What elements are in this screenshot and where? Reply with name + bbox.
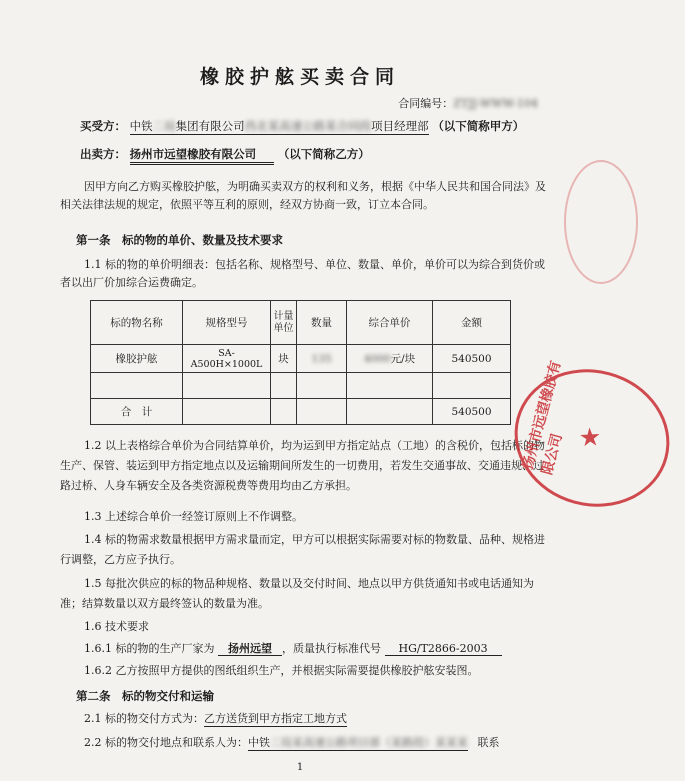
seller-name: 扬州市远望橡胶有限公司: [130, 147, 275, 165]
seal-partial-top: [564, 160, 638, 284]
cell-qty: 135: [297, 345, 347, 373]
seller-line: [80, 146, 370, 162]
buyer-line: [80, 118, 524, 134]
clause-1-1: 1.1 标的物的单价明细表：包括名称、规格型号、单位、数量、单价，单价可以为综合到货价或者以出厂价加综合运费确定。: [60, 258, 545, 289]
buyer-abbr: （以下简称甲方）: [432, 119, 525, 133]
delivery-method: 乙方送货到甲方指定工地方式: [204, 712, 347, 725]
clause-1-3: 1.3 上述综合单价一经签订原则上不作调整。: [84, 510, 303, 523]
contract-number-value: ZTJJ-WWW-104: [453, 97, 538, 110]
seal-text: 扬州市远望橡胶有限公司: [519, 359, 566, 477]
cell-spec: SA-A500H×1000L: [183, 345, 271, 373]
clause-2-1: 2.1 标的物交付方式为：乙方送货到甲方指定工地方式: [84, 712, 347, 725]
cell-price: 4000元/块: [347, 345, 433, 373]
manufacturer: 扬州远望: [218, 642, 282, 656]
col-header-spec: 规格型号: [183, 301, 271, 345]
table-row-empty: [91, 373, 511, 399]
cell-name: 橡胶护舷: [91, 345, 183, 373]
table-row: [91, 345, 511, 373]
page-number: 1: [296, 762, 304, 773]
clause-1-4: 1.4 标的物需求数量根据甲方需求量而定，甲方可以根据实际需要对标的物数量、品种、规格进行调整，乙方应予执行。: [60, 533, 545, 566]
cell-unit: 块: [271, 345, 297, 373]
intro-paragraph: 因甲方向乙方购买橡胶护舷，为明确买卖双方的权利和义务，根据《中华人民共和国合同法》及相关法律法规的规定，依照平等互利的原则，经双方协商一致，订立本合同。: [60, 180, 546, 211]
company-seal: [499, 352, 685, 524]
contract-number: [398, 95, 538, 111]
clause-1-2: 1.2 以上表格综合单价为合同结算单价，均为运到甲方指定站点（工地）的含税价，包括标的物生产、保管、装运到甲方指定地点以及运输期间所发生的一切费用，若发生交通事故、交通违规、过路过桥、人身车辆安全及各类资源税费等费用均由乙方承担。: [60, 439, 545, 492]
clause-1-6-2: 1.6.2 乙方按照甲方提供的图纸组织生产，并根据实际需要提供橡胶护舷安装图。: [84, 664, 479, 677]
seller-label: 出卖方：: [80, 147, 126, 161]
clause-1-6-1: 1.6.1 标的物的生产厂家为 扬州远望 ，质量执行标准代号 HG/T2866-2003: [84, 640, 502, 658]
col-header-price: 综合单价: [347, 301, 433, 345]
article-2-heading: 第二条 标的物交付和运输: [76, 689, 214, 703]
standard-code: HG/T2866-2003: [385, 642, 502, 656]
total-amount: 540500: [433, 399, 511, 425]
table-header-row: [91, 301, 511, 345]
col-header-unit: 计量单位: [271, 301, 297, 345]
buyer-name: 中铁二局集团有限公司西北某高速公路某合同段项目经理部: [129, 119, 429, 133]
col-header-name: 标的物名称: [91, 301, 183, 345]
seller-abbr: （以下简称乙方）: [277, 147, 370, 161]
price-table: [90, 300, 511, 425]
clause-1-5: 1.5 每批次供应的标的物品种规格、数量以及交付时间、地点以甲方供货通知书或电话通知为准；结算数量以双方最终签认的数量为准。: [60, 577, 534, 610]
buyer-label: 买受方：: [80, 119, 126, 133]
col-header-amount: 金额: [433, 301, 511, 345]
document-title: 橡胶护舷买卖合同: [199, 66, 400, 88]
cell-amount: 540500: [433, 345, 511, 373]
contract-number-label: 合同编号：: [398, 97, 454, 110]
clause-2-2: 2.2 标的物交付地点和联系人为：中铁二局某高速公路项目部（某路段）某某某 联系: [84, 736, 500, 749]
clause-1-6: 1.6 技术要求: [84, 620, 149, 633]
table-total-row: [91, 399, 511, 425]
col-header-qty: 数量: [297, 301, 347, 345]
seal-star-icon: ★: [574, 424, 606, 451]
article-1-heading: 第一条 标的物的单价、数量及技术要求: [76, 233, 283, 247]
total-label: 合 计: [91, 399, 183, 425]
delivery-contact: 中铁二局某高速公路项目部（某路段）某某某: [248, 736, 468, 749]
